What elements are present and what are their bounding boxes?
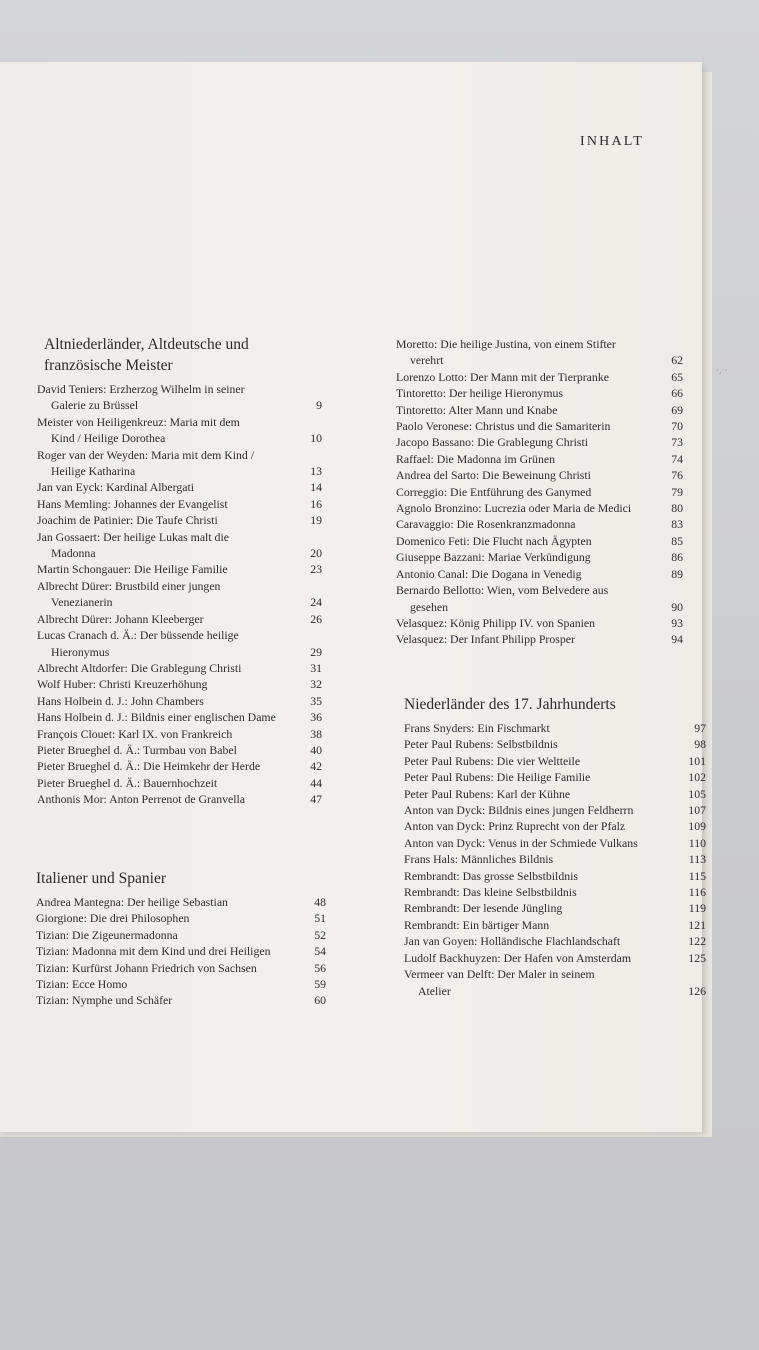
entry-title-continuation: Kind / Heilige Dorothea: [51, 431, 166, 446]
entry-page-number: 109: [688, 819, 706, 834]
entry-title: Frans Hals: Männliches Bildnis: [404, 852, 554, 867]
entry-page-number: 85: [671, 533, 683, 548]
toc-entry: [37, 561, 322, 577]
entry-page-number: 113: [688, 852, 706, 867]
entry-title: Martin Schongauer: Die Heilige Familie: [37, 562, 228, 577]
toc-entry: [396, 418, 683, 434]
toc-entry: [37, 693, 322, 709]
toc-entry: [396, 533, 683, 549]
entry-page-number: 9: [316, 398, 322, 413]
entry-page-number: 48: [314, 895, 326, 909]
toc-entry: [404, 736, 706, 752]
entry-title: Pieter Brueghel d. Ä.: Turmbau von Babel: [37, 742, 237, 757]
entry-title: Paolo Veronese: Christus und die Samariterin: [396, 419, 611, 434]
entry-title: Meister von Heiligenkreuz: Maria mit dem: [37, 414, 240, 429]
entry-page-number: 97: [694, 721, 706, 735]
entry-title: Frans Snyders: Ein Fischmarkt: [404, 721, 550, 735]
section-heading: Niederländer des 17. Jahrhunderts: [404, 696, 616, 713]
entry-title: Velasquez: Der Infant Philipp Prosper: [396, 632, 575, 647]
toc-section-italiener-continued: [396, 336, 683, 648]
entry-title: François Clouet: Karl IX. von Frankreich: [37, 726, 233, 741]
entry-title: Peter Paul Rubens: Karl der Kühne: [404, 786, 571, 801]
entry-title: Pieter Brueghel d. Ä.: Die Heimkehr der Herde: [37, 759, 261, 774]
entry-title: Albrecht Altdorfer: Die Grablegung Christi: [37, 660, 242, 675]
entry-title: Anton van Dyck: Bildnis eines jungen Feldherrn: [404, 803, 634, 818]
entry-title: Peter Paul Rubens: Selbstbildnis: [404, 737, 558, 752]
entry-page-number: 94: [671, 632, 683, 647]
entry-page-number: 69: [671, 402, 683, 417]
entry-title: Correggio: Die Entführung des Ganymed: [396, 484, 592, 499]
toc-entry: [404, 769, 706, 785]
entry-title: Pieter Brueghel d. Ä.: Bauernhochzeit: [37, 775, 218, 790]
entry-page-number: 26: [310, 611, 322, 626]
section-heading: Altniederländer, Altdeutsche und französische Meister: [44, 336, 249, 374]
entry-page-number: 31: [310, 660, 322, 675]
entry-title-continuation: Galerie zu Brüssel: [51, 398, 139, 413]
page-title: INHALT: [580, 134, 645, 149]
toc-entry: [37, 791, 322, 807]
entry-title: Moretto: Die heilige Justina, von einem Stifter: [396, 337, 616, 351]
entry-title: Rembrandt: Das grosse Selbstbildnis: [404, 868, 578, 883]
toc-entry: [396, 582, 683, 615]
entry-page-number: 90: [671, 599, 683, 614]
toc-entry: [404, 786, 706, 802]
entry-title: Bernardo Bellotto: Wien, vom Belvedere aus: [396, 583, 609, 598]
entry-page-number: 44: [310, 775, 322, 790]
entry-page-number: 66: [671, 386, 683, 401]
toc-entry: [37, 414, 322, 447]
toc-entry: [404, 933, 706, 949]
entry-title: Tizian: Kurfürst Johann Friedrich von Sachsen: [36, 960, 257, 975]
entry-page-number: 54: [314, 944, 326, 959]
entry-title: Velasquez: König Philipp IV. von Spanien: [396, 615, 596, 630]
entry-title: Lucas Cranach d. Ä.: Der büssende heilige: [37, 628, 239, 643]
entry-title-continuation: Hieronymus: [51, 644, 110, 659]
entry-page-number: 52: [314, 927, 326, 942]
toc-entry: [404, 753, 706, 769]
entry-page-number: 105: [688, 786, 706, 801]
toc-entry: [404, 884, 706, 900]
toc-entry: [396, 402, 683, 418]
entry-title-continuation: Madonna: [51, 546, 96, 561]
entry-title: Rembrandt: Ein bärtiger Mann: [404, 917, 550, 932]
entry-title: Wolf Huber: Christi Kreuzerhöhung: [37, 677, 208, 692]
entry-page-number: 19: [310, 513, 322, 528]
toc-entry: [36, 992, 326, 1008]
entry-page-number: 125: [688, 950, 706, 965]
entry-page-number: 83: [671, 517, 683, 532]
entry-page-number: 35: [310, 693, 322, 708]
entry-page-number: 89: [671, 566, 683, 581]
entry-page-number: 73: [671, 435, 683, 450]
entry-page-number: 40: [310, 742, 322, 757]
entry-title-continuation: verehrt: [410, 353, 444, 368]
toc-entry: [37, 726, 322, 742]
toc-entry: [37, 479, 322, 495]
toc-entry: [396, 631, 683, 647]
toc-entry: [396, 615, 683, 631]
entry-title-continuation: gesehen: [410, 599, 448, 614]
toc-entry: [404, 851, 706, 867]
toc-entry: [396, 566, 683, 582]
toc-section-niederlaender: [404, 694, 706, 999]
entry-title: Andrea del Sarto: Die Beweinung Christi: [396, 468, 591, 483]
toc-entry: [404, 802, 706, 818]
entry-title: Caravaggio: Die Rosenkranzmadonna: [396, 517, 576, 532]
entry-title: Tizian: Nymphe und Schäfer: [36, 993, 173, 1008]
entry-title: Raffael: Die Madonna im Grünen: [396, 451, 555, 466]
entry-page-number: 47: [310, 792, 322, 807]
entry-page-number: 76: [671, 468, 683, 483]
entry-page-number: 42: [310, 759, 322, 774]
toc-entry: [37, 512, 322, 528]
entry-title: Anton van Dyck: Prinz Ruprecht von der Pfalz: [404, 819, 626, 834]
entry-title: David Teniers: Erzherzog Wilhelm in seiner: [37, 382, 245, 396]
entry-title: Vermeer van Delft: Der Maler in seinem: [404, 967, 595, 982]
entry-page-number: 79: [671, 484, 683, 499]
entry-title: Hans Holbein d. J.: Bildnis einer englischen Dame: [37, 710, 276, 725]
toc-entry: [36, 894, 326, 910]
toc-entry: [404, 966, 706, 999]
entry-title-continuation: Atelier: [418, 983, 451, 998]
toc-entry: [36, 927, 326, 943]
toc-entry: [37, 496, 322, 512]
toc-entry: [404, 917, 706, 933]
toc-entry: [396, 516, 683, 532]
entry-page-number: 65: [671, 369, 683, 384]
entry-page-number: 121: [688, 917, 706, 932]
toc-entry: [396, 467, 683, 483]
entry-page-number: 32: [310, 677, 322, 692]
entry-page-number: 14: [310, 480, 322, 495]
entry-title: Giuseppe Bazzani: Mariae Verkündigung: [396, 550, 591, 565]
toc-entry: [37, 758, 322, 774]
entry-title: Anthonis Mor: Anton Perrenot de Granvella: [37, 792, 246, 807]
entry-page-number: 107: [688, 803, 706, 818]
entry-title: Rembrandt: Das kleine Selbstbildnis: [404, 885, 577, 900]
entry-page-number: 102: [688, 770, 706, 785]
entry-title: Tintoretto: Alter Mann und Knabe: [396, 402, 558, 417]
toc-entry: [37, 660, 322, 676]
entry-page-number: 101: [688, 753, 706, 768]
entry-page-number: 29: [310, 644, 322, 659]
entry-title-continuation: Heilige Katharina: [51, 464, 136, 479]
toc-entry: [36, 960, 326, 976]
toc-entry: [404, 950, 706, 966]
toc-entry: [396, 549, 683, 565]
entry-page-number: 86: [671, 550, 683, 565]
toc-entry: [37, 447, 322, 480]
toc-entry: [396, 451, 683, 467]
entry-title: Hans Memling: Johannes der Evangelist: [37, 496, 228, 511]
toc-section-italiener: [36, 868, 326, 1009]
entry-page-number: 20: [310, 546, 322, 561]
toc-entry: [396, 434, 683, 450]
page-mark: ·, ·: [716, 366, 728, 376]
entry-title: Tizian: Ecce Homo: [36, 977, 128, 992]
entry-page-number: 122: [688, 934, 706, 949]
entry-page-number: 51: [314, 911, 326, 926]
toc-entry: [404, 835, 706, 851]
entry-page-number: 98: [694, 737, 706, 752]
entry-title: Jan van Eyck: Kardinal Albergati: [37, 480, 195, 495]
toc-entry: [37, 775, 322, 791]
entry-page-number: 116: [688, 885, 706, 900]
entry-page-number: 38: [310, 726, 322, 741]
entry-page-number: 13: [310, 464, 322, 479]
entry-title: Giorgione: Die drei Philosophen: [36, 911, 190, 926]
toc-section-altniederlaender: [37, 334, 322, 808]
entry-title: Peter Paul Rubens: Die Heilige Familie: [404, 770, 591, 785]
toc-entries: [37, 381, 322, 808]
entry-title-continuation: Venezianerin: [51, 595, 113, 610]
entry-title: Tintoretto: Der heilige Hieronymus: [396, 386, 563, 401]
entry-title: Jacopo Bassano: Die Grablegung Christi: [396, 435, 588, 450]
entry-page-number: 110: [688, 835, 706, 850]
entry-page-number: 62: [671, 353, 683, 368]
toc-entry: [37, 529, 322, 562]
entry-page-number: 24: [310, 595, 322, 610]
toc-entry: [37, 381, 322, 414]
toc-entry: [396, 500, 683, 516]
entry-title: Tizian: Die Zigeunermadonna: [36, 927, 178, 942]
entry-title: Peter Paul Rubens: Die vier Weltteile: [404, 753, 581, 768]
toc-entry: [36, 910, 326, 926]
section-heading: Italiener und Spanier: [36, 870, 166, 887]
entry-page-number: 36: [310, 710, 322, 725]
toc-entry: [396, 484, 683, 500]
entry-title: Roger van der Weyden: Maria mit dem Kind /: [37, 447, 255, 462]
toc-entries: [396, 336, 683, 648]
entry-page-number: 10: [310, 431, 322, 446]
entry-page-number: 126: [688, 983, 706, 998]
entry-title: Antonio Canal: Die Dogana in Venedig: [396, 566, 582, 581]
entry-page-number: 70: [671, 419, 683, 434]
entry-page-number: 60: [314, 993, 326, 1008]
toc-entry: [37, 709, 322, 725]
toc-entry: [37, 578, 322, 611]
toc-entry: [396, 336, 683, 369]
toc-entry: [37, 742, 322, 758]
entry-title: Albrecht Dürer: Johann Kleeberger: [37, 611, 204, 626]
toc-entry: [37, 627, 322, 660]
entry-title: Anton van Dyck: Venus in der Schmiede Vulkans: [404, 835, 638, 850]
entry-title: Domenico Feti: Die Flucht nach Ägypten: [396, 533, 592, 548]
entry-page-number: 80: [671, 501, 683, 516]
toc-entry: [404, 818, 706, 834]
toc-entry: [36, 976, 326, 992]
entry-title: Joachim de Patinier: Die Taufe Christi: [37, 513, 218, 528]
entry-title: Ludolf Backhuyzen: Der Hafen von Amsterdam: [404, 950, 632, 965]
entry-page-number: 119: [688, 901, 706, 916]
entry-title: Agnolo Bronzino: Lucrezia oder Maria de Medici: [396, 501, 632, 516]
entry-title: Andrea Mantegna: Der heilige Sebastian: [36, 895, 228, 909]
entry-page-number: 59: [314, 977, 326, 992]
entry-title: Hans Holbein d. J.: John Chambers: [37, 693, 204, 708]
entry-page-number: 56: [314, 960, 326, 975]
entry-title: Tizian: Madonna mit dem Kind und drei Heiligen: [36, 944, 271, 959]
entry-title: Rembrandt: Der lesende Jüngling: [404, 901, 563, 916]
toc-entry: [396, 369, 683, 385]
toc-entries: [404, 720, 706, 999]
toc-entry: [404, 868, 706, 884]
entry-title: Albrecht Dürer: Brustbild einer jungen: [37, 578, 221, 593]
toc-entry: [404, 900, 706, 916]
toc-entry: [396, 385, 683, 401]
toc-entry: [37, 676, 322, 692]
entry-page-number: 93: [671, 615, 683, 630]
entry-page-number: 74: [671, 451, 683, 466]
entry-title: Jan van Goyen: Holländische Flachlandschaft: [404, 934, 621, 949]
toc-entry: [404, 720, 706, 736]
toc-entry: [36, 943, 326, 959]
toc-entry: [37, 611, 322, 627]
entry-page-number: 16: [310, 496, 322, 511]
toc-entries: [36, 894, 326, 1009]
entry-title: Lorenzo Lotto: Der Mann mit der Tierpranke: [396, 369, 609, 384]
entry-page-number: 115: [688, 868, 706, 883]
entry-page-number: 23: [310, 562, 322, 577]
entry-title: Jan Gossaert: Der heilige Lukas malt die: [37, 529, 229, 544]
